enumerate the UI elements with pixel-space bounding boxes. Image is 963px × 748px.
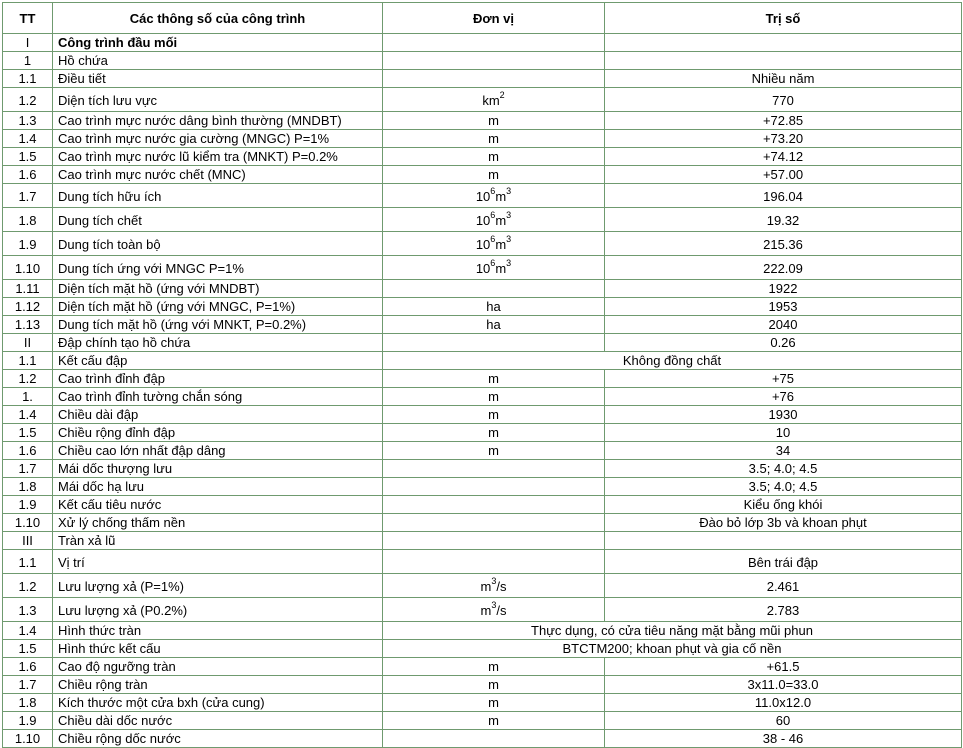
unit-cell [383,208,605,232]
table-row [3,256,962,280]
row-number: 1.8 [3,694,53,712]
parameter-name: Lưu lượng xả (P0.2%) [53,598,383,622]
parameter-name: Cao trình đỉnh tường chắn sóng [53,388,383,406]
header-unit: Đơn vị [383,3,605,34]
parameter-name: Mái dốc hạ lưu [53,478,383,496]
table-row [3,316,962,334]
row-number: 1.8 [3,208,53,232]
parameter-name: Cao độ ngưỡng tràn [53,658,383,676]
row-number: 1.10 [3,514,53,532]
table-row [3,184,962,208]
row-number: 1.10 [3,256,53,280]
row-number: I [3,34,53,52]
row-number: 1.4 [3,406,53,424]
parameter-name: Mái dốc thượng lưu [53,460,383,478]
unit-text: m [488,659,499,674]
unit-cell [383,406,605,424]
unit-cell [383,550,605,574]
unit-exponent: 3 [506,233,512,244]
row-number: 1.4 [3,130,53,148]
unit-cell [383,298,605,316]
row-number: 1.5 [3,424,53,442]
table-row [3,34,962,52]
table-row [3,352,962,370]
parameter-name: Hồ chứa [53,52,383,70]
row-number: III [3,532,53,550]
unit-text: m [488,113,499,128]
row-number: 1.5 [3,640,53,658]
table-row [3,166,962,184]
unit-cell [383,730,605,748]
value-cell: 770 [605,88,962,112]
value-cell: Nhiều năm [605,70,962,88]
table-row [3,640,962,658]
row-number: 1.6 [3,166,53,184]
table-row [3,442,962,460]
row-number: 1.7 [3,184,53,208]
parameter-name: Vị trí [53,550,383,574]
unit-text: m [495,261,507,276]
unit-exponent: 6 [490,233,496,244]
parameter-name: Kích thước một cửa bxh (cửa cung) [53,694,383,712]
value-cell: +76 [605,388,962,406]
value-cell: 1930 [605,406,962,424]
merged-value: BTCTM200; khoan phụt và gia cố nền [383,640,962,658]
value-cell: 34 [605,442,962,460]
unit-text: km [482,93,500,108]
row-number: 1.11 [3,280,53,298]
table-row [3,424,962,442]
table-row [3,532,962,550]
value-cell [605,532,962,550]
table-row [3,88,962,112]
unit-text: m [495,237,507,252]
parameter-name: Chiều rộng đỉnh đập [53,424,383,442]
unit-text: m [480,603,492,618]
unit-cell [383,70,605,88]
header-tt: TT [3,3,53,34]
value-cell: 3x11.0=33.0 [605,676,962,694]
unit-text: m [488,695,499,710]
table-row [3,370,962,388]
parameter-name: Cao trình mực nước gia cường (MNGC) P=1% [53,130,383,148]
row-number: 1.7 [3,676,53,694]
unit-cell [383,334,605,352]
row-number: 1.10 [3,730,53,748]
table-row [3,52,962,70]
unit-text: m [495,213,507,228]
unit-cell [383,280,605,298]
row-number: 1 [3,52,53,70]
unit-exponent: 3 [506,209,512,220]
table-row [3,406,962,424]
unit-text: m [488,371,499,386]
unit-cell [383,658,605,676]
parameter-name: Hình thức tràn [53,622,383,640]
unit-cell [383,676,605,694]
parameter-name: Dung tích ứng với MNGC P=1% [53,256,383,280]
unit-cell [383,52,605,70]
table-row [3,70,962,88]
table-row [3,496,962,514]
unit-cell [383,478,605,496]
parameter-name: Đập chính tạo hồ chứa [53,334,383,352]
value-cell: 2.783 [605,598,962,622]
unit-text: 10 [475,237,491,252]
parameter-name: Tràn xả lũ [53,532,383,550]
row-number: 1.8 [3,478,53,496]
value-cell: 1953 [605,298,962,316]
parameter-name: Chiều cao lớn nhất đập dâng [53,442,383,460]
unit-text: m [495,189,507,204]
value-cell: 196.04 [605,184,962,208]
row-number: 1.13 [3,316,53,334]
unit-text: m [488,443,499,458]
value-cell: 215.36 [605,232,962,256]
unit-cell [383,424,605,442]
table-row [3,112,962,130]
unit-cell [383,256,605,280]
row-number: 1.5 [3,148,53,166]
value-cell: Bên trái đập [605,550,962,574]
row-number: 1. [3,388,53,406]
row-number: 1.3 [3,598,53,622]
unit-cell [383,496,605,514]
unit-exponent: 3 [506,185,512,196]
unit-text: m [488,407,499,422]
table-row [3,130,962,148]
value-cell: 3.5; 4.0; 4.5 [605,478,962,496]
value-cell: 38 - 46 [605,730,962,748]
value-cell: 19.32 [605,208,962,232]
row-number: 1.3 [3,112,53,130]
table-row [3,730,962,748]
unit-cell [383,694,605,712]
value-cell: +57.00 [605,166,962,184]
row-number: 1.9 [3,496,53,514]
value-cell [605,34,962,52]
header-row [3,3,962,34]
row-number: 1.2 [3,370,53,388]
row-number: 1.1 [3,352,53,370]
value-cell: 11.0x12.0 [605,694,962,712]
table-row [3,550,962,574]
unit-text: m [488,389,499,404]
table-row [3,334,962,352]
table-row [3,694,962,712]
parameter-name: Dung tích hữu ích [53,184,383,208]
parameter-name: Chiều rộng tràn [53,676,383,694]
unit-cell [383,232,605,256]
unit-cell [383,598,605,622]
unit-exponent: 6 [490,257,496,268]
parameter-name: Công trình đầu mối [53,34,383,52]
unit-cell [383,316,605,334]
unit-exponent: 3 [491,599,497,610]
parameter-name: Kết cấu đập [53,352,383,370]
value-cell: +73.20 [605,130,962,148]
value-cell: 0.26 [605,334,962,352]
unit-cell [383,532,605,550]
unit-cell [383,388,605,406]
row-number: II [3,334,53,352]
parameter-name: Lưu lượng xả (P=1%) [53,574,383,598]
parameter-name: Cao trình mực nước dâng bình thường (MNDBT) [53,112,383,130]
table-row [3,232,962,256]
unit-cell [383,184,605,208]
value-cell: +74.12 [605,148,962,166]
unit-text: 10 [475,189,491,204]
unit-cell [383,574,605,598]
value-cell [605,52,962,70]
unit-text: m [488,149,499,164]
value-cell: Đào bỏ lớp 3b và khoan phụt [605,514,962,532]
table-row [3,148,962,166]
unit-text: m [488,167,499,182]
table-row [3,460,962,478]
unit-cell [383,370,605,388]
unit-exponent: 2 [499,89,505,100]
unit-text: m [488,713,499,728]
table-row [3,298,962,316]
unit-cell [383,514,605,532]
value-cell: 60 [605,712,962,730]
table-row [3,574,962,598]
parameter-name: Dung tích toàn bộ [53,232,383,256]
value-cell: 10 [605,424,962,442]
unit-text: m [480,579,492,594]
unit-cell [383,442,605,460]
value-cell: +75 [605,370,962,388]
value-cell: Kiểu ống khói [605,496,962,514]
unit-cell [383,34,605,52]
parameter-name: Xử lý chống thấm nền [53,514,383,532]
parameter-name: Dung tích chết [53,208,383,232]
header-value: Trị số [605,3,962,34]
parameter-name: Cao trình đỉnh đập [53,370,383,388]
unit-text: 10 [475,261,491,276]
unit-exponent: 3 [506,257,512,268]
parameter-name: Diện tích mặt hồ (ứng với MNDBT) [53,280,383,298]
parameter-name: Hình thức kết cấu [53,640,383,658]
table-row [3,514,962,532]
unit-cell [383,88,605,112]
row-number: 1.1 [3,70,53,88]
unit-exponent: 3 [491,575,497,586]
header-parameters: Các thông số của công trình [53,3,383,34]
unit-text: 10 [475,213,491,228]
table-row [3,598,962,622]
unit-text: m [488,677,499,692]
table-row [3,478,962,496]
parameter-name: Chiều dài đập [53,406,383,424]
table-row [3,388,962,406]
table-row [3,712,962,730]
spec-table-container [2,2,961,748]
table-row [3,280,962,298]
value-cell: 222.09 [605,256,962,280]
table-row [3,676,962,694]
row-number: 1.2 [3,574,53,598]
table-row [3,208,962,232]
value-cell: +72.85 [605,112,962,130]
unit-cell [383,166,605,184]
unit-cell [383,112,605,130]
row-number: 1.6 [3,658,53,676]
row-number: 1.7 [3,460,53,478]
parameter-name: Diện tích mặt hồ (ứng với MNGC, P=1%) [53,298,383,316]
unit-cell [383,460,605,478]
merged-value: Thực dụng, có cửa tiêu năng mặt bằng mũi phun [383,622,962,640]
unit-text: /s [496,603,507,618]
parameter-name: Kết cấu tiêu nước [53,496,383,514]
unit-cell [383,148,605,166]
parameter-name: Chiều dài dốc nước [53,712,383,730]
parameter-name: Diện tích lưu vực [53,88,383,112]
unit-exponent: 6 [490,185,496,196]
row-number: 1.4 [3,622,53,640]
row-number: 1.2 [3,88,53,112]
unit-text: ha [486,299,501,314]
row-number: 1.9 [3,712,53,730]
parameter-name: Dung tích mặt hồ (ứng với MNKT, P=0.2%) [53,316,383,334]
row-number: 1.12 [3,298,53,316]
table-row [3,658,962,676]
table-body [3,34,962,748]
row-number: 1.6 [3,442,53,460]
merged-value: Không đồng chất [383,352,962,370]
table-row [3,622,962,640]
value-cell: +61.5 [605,658,962,676]
unit-exponent: 6 [490,209,496,220]
row-number: 1.9 [3,232,53,256]
parameter-name: Chiều rộng dốc nước [53,730,383,748]
value-cell: 2040 [605,316,962,334]
unit-cell [383,712,605,730]
unit-text: ha [486,317,501,332]
parameter-name: Cao trình mực nước lũ kiểm tra (MNKT) P=0.2% [53,148,383,166]
value-cell: 2.461 [605,574,962,598]
unit-cell [383,130,605,148]
parameter-name: Cao trình mực nước chết (MNC) [53,166,383,184]
value-cell: 1922 [605,280,962,298]
value-cell: 3.5; 4.0; 4.5 [605,460,962,478]
project-parameters-table [2,2,962,748]
unit-text: m [488,131,499,146]
row-number: 1.1 [3,550,53,574]
parameter-name: Điều tiết [53,70,383,88]
unit-text: m [488,425,499,440]
unit-text: /s [496,579,507,594]
